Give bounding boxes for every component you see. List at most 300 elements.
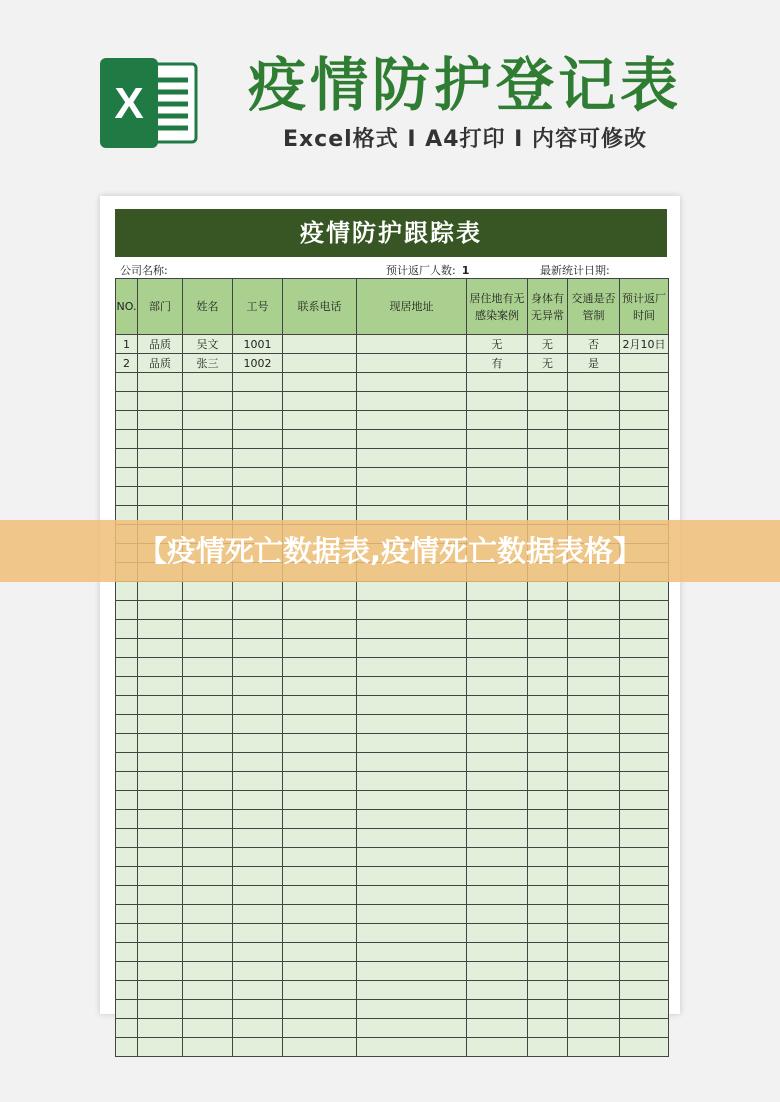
table-cell[interactable]	[620, 753, 669, 772]
table-cell[interactable]	[183, 620, 233, 639]
table-cell[interactable]	[283, 392, 357, 411]
table-cell[interactable]	[568, 1038, 620, 1057]
table-cell[interactable]	[233, 753, 283, 772]
table-cell[interactable]	[116, 620, 138, 639]
table-cell[interactable]	[183, 981, 233, 1000]
table-cell[interactable]	[357, 620, 467, 639]
table-cell[interactable]	[620, 601, 669, 620]
table-cell[interactable]	[568, 1000, 620, 1019]
table-cell[interactable]	[357, 981, 467, 1000]
table-cell[interactable]	[620, 715, 669, 734]
table-cell[interactable]	[467, 810, 528, 829]
table-cell[interactable]	[528, 1038, 568, 1057]
table-cell[interactable]	[357, 1000, 467, 1019]
table-cell[interactable]	[467, 430, 528, 449]
table-cell[interactable]	[233, 715, 283, 734]
table-cell[interactable]	[467, 1038, 528, 1057]
table-cell[interactable]	[138, 867, 183, 886]
table-cell[interactable]	[467, 373, 528, 392]
table-cell[interactable]	[116, 487, 138, 506]
table-cell[interactable]	[183, 449, 233, 468]
table-cell[interactable]: 吴文	[183, 335, 233, 354]
table-cell[interactable]	[138, 1038, 183, 1057]
table-cell[interactable]	[183, 601, 233, 620]
table-cell[interactable]	[357, 962, 467, 981]
table-cell[interactable]	[138, 392, 183, 411]
table-cell[interactable]	[283, 924, 357, 943]
table-cell[interactable]	[116, 1019, 138, 1038]
table-cell[interactable]	[528, 392, 568, 411]
table-cell[interactable]	[116, 639, 138, 658]
table-cell[interactable]	[183, 1019, 233, 1038]
table-cell[interactable]	[620, 810, 669, 829]
table-cell[interactable]	[183, 658, 233, 677]
table-cell[interactable]	[467, 867, 528, 886]
table-cell[interactable]	[568, 1019, 620, 1038]
table-cell[interactable]	[620, 772, 669, 791]
table-cell[interactable]: 无	[467, 335, 528, 354]
table-cell[interactable]	[283, 962, 357, 981]
table-cell[interactable]	[116, 772, 138, 791]
table-cell[interactable]	[620, 468, 669, 487]
table-cell[interactable]	[620, 487, 669, 506]
table-cell[interactable]	[138, 791, 183, 810]
table-cell[interactable]	[620, 449, 669, 468]
table-cell[interactable]	[467, 791, 528, 810]
table-cell[interactable]	[568, 582, 620, 601]
table-cell[interactable]	[620, 734, 669, 753]
table-cell[interactable]	[528, 468, 568, 487]
table-cell[interactable]	[116, 658, 138, 677]
table-cell[interactable]	[183, 373, 233, 392]
table-cell[interactable]	[233, 449, 283, 468]
table-cell[interactable]	[183, 924, 233, 943]
table-cell[interactable]	[283, 810, 357, 829]
table-cell[interactable]	[183, 753, 233, 772]
table-cell[interactable]	[283, 981, 357, 1000]
table-cell[interactable]	[283, 886, 357, 905]
table-cell[interactable]: 品质	[138, 354, 183, 373]
table-cell[interactable]	[283, 335, 357, 354]
table-cell[interactable]	[183, 962, 233, 981]
table-cell[interactable]	[568, 886, 620, 905]
table-cell[interactable]: 1001	[233, 335, 283, 354]
table-cell[interactable]	[233, 411, 283, 430]
table-cell[interactable]	[233, 582, 283, 601]
table-cell[interactable]	[357, 601, 467, 620]
table-cell[interactable]	[283, 582, 357, 601]
table-cell[interactable]	[138, 1000, 183, 1019]
table-cell[interactable]	[620, 373, 669, 392]
table-cell[interactable]	[528, 772, 568, 791]
table-cell[interactable]	[183, 582, 233, 601]
table-cell[interactable]	[283, 620, 357, 639]
table-cell[interactable]	[183, 677, 233, 696]
table-cell[interactable]	[116, 886, 138, 905]
table-cell[interactable]	[233, 981, 283, 1000]
table-cell[interactable]	[357, 943, 467, 962]
table-cell[interactable]	[568, 772, 620, 791]
table-cell[interactable]	[568, 449, 620, 468]
table-cell[interactable]	[183, 639, 233, 658]
table-cell[interactable]	[138, 411, 183, 430]
table-cell[interactable]	[568, 791, 620, 810]
table-cell[interactable]	[467, 639, 528, 658]
table-cell[interactable]	[116, 734, 138, 753]
table-cell[interactable]	[467, 886, 528, 905]
table-cell[interactable]	[183, 715, 233, 734]
table-cell[interactable]	[357, 677, 467, 696]
table-cell[interactable]	[620, 791, 669, 810]
table-cell[interactable]	[116, 1000, 138, 1019]
table-cell[interactable]	[568, 829, 620, 848]
table-cell[interactable]	[357, 905, 467, 924]
table-cell[interactable]	[116, 373, 138, 392]
table-cell[interactable]	[620, 354, 669, 373]
table-cell[interactable]	[467, 943, 528, 962]
table-cell[interactable]	[283, 411, 357, 430]
table-cell[interactable]	[568, 810, 620, 829]
table-cell[interactable]	[467, 829, 528, 848]
table-cell[interactable]	[528, 943, 568, 962]
table-cell[interactable]	[357, 639, 467, 658]
table-cell[interactable]	[467, 981, 528, 1000]
table-cell[interactable]	[283, 905, 357, 924]
table-cell[interactable]	[283, 696, 357, 715]
table-cell[interactable]	[183, 772, 233, 791]
table-cell[interactable]	[528, 696, 568, 715]
table-cell[interactable]	[528, 601, 568, 620]
table-cell[interactable]	[283, 829, 357, 848]
table-cell[interactable]	[620, 924, 669, 943]
table-cell[interactable]	[233, 487, 283, 506]
table-cell[interactable]	[620, 886, 669, 905]
table-cell[interactable]	[116, 943, 138, 962]
table-cell[interactable]	[138, 848, 183, 867]
table-cell[interactable]	[283, 430, 357, 449]
table-cell[interactable]	[233, 658, 283, 677]
table-cell[interactable]	[233, 962, 283, 981]
table-cell[interactable]	[568, 981, 620, 1000]
table-cell[interactable]	[528, 639, 568, 658]
table-cell[interactable]	[467, 658, 528, 677]
table-cell[interactable]	[233, 1038, 283, 1057]
table-cell[interactable]	[233, 734, 283, 753]
table-cell[interactable]	[620, 1019, 669, 1038]
table-cell[interactable]	[357, 810, 467, 829]
table-cell[interactable]	[357, 487, 467, 506]
table-cell[interactable]	[528, 867, 568, 886]
table-cell[interactable]	[568, 924, 620, 943]
table-cell[interactable]	[357, 430, 467, 449]
table-cell[interactable]	[620, 677, 669, 696]
table-cell[interactable]	[283, 639, 357, 658]
table-cell[interactable]	[467, 601, 528, 620]
table-cell[interactable]	[116, 848, 138, 867]
table-cell[interactable]	[467, 449, 528, 468]
table-cell[interactable]	[528, 487, 568, 506]
table-cell[interactable]	[233, 886, 283, 905]
table-cell[interactable]	[233, 1000, 283, 1019]
table-cell[interactable]	[357, 924, 467, 943]
table-cell[interactable]	[528, 449, 568, 468]
table-cell[interactable]	[116, 430, 138, 449]
table-cell[interactable]	[138, 753, 183, 772]
table-cell[interactable]	[467, 848, 528, 867]
table-cell[interactable]	[620, 848, 669, 867]
table-cell[interactable]	[283, 601, 357, 620]
table-cell[interactable]	[620, 1038, 669, 1057]
table-cell[interactable]	[620, 696, 669, 715]
table-cell[interactable]: 无	[528, 354, 568, 373]
table-cell[interactable]	[357, 354, 467, 373]
table-cell[interactable]	[568, 468, 620, 487]
table-cell[interactable]	[467, 905, 528, 924]
table-cell[interactable]	[568, 677, 620, 696]
table-cell[interactable]	[116, 791, 138, 810]
table-cell[interactable]	[233, 677, 283, 696]
table-cell[interactable]: 1	[116, 335, 138, 354]
table-cell[interactable]	[283, 354, 357, 373]
table-cell[interactable]	[116, 601, 138, 620]
table-cell[interactable]	[528, 715, 568, 734]
table-cell[interactable]	[233, 943, 283, 962]
table-cell[interactable]	[233, 639, 283, 658]
table-cell[interactable]	[116, 468, 138, 487]
table-cell[interactable]	[116, 924, 138, 943]
table-cell[interactable]	[467, 582, 528, 601]
table-cell[interactable]	[233, 924, 283, 943]
table-cell[interactable]	[528, 962, 568, 981]
table-cell[interactable]	[283, 867, 357, 886]
table-cell[interactable]	[183, 696, 233, 715]
table-cell[interactable]	[357, 1019, 467, 1038]
table-cell[interactable]	[233, 829, 283, 848]
table-cell[interactable]	[620, 392, 669, 411]
table-cell[interactable]	[568, 392, 620, 411]
table-cell[interactable]	[233, 848, 283, 867]
table-cell[interactable]	[116, 449, 138, 468]
table-cell[interactable]	[183, 1000, 233, 1019]
table-cell[interactable]	[620, 582, 669, 601]
table-cell[interactable]: 是	[568, 354, 620, 373]
table-cell[interactable]	[233, 772, 283, 791]
table-cell[interactable]	[568, 658, 620, 677]
table-cell[interactable]	[233, 905, 283, 924]
table-cell[interactable]	[568, 696, 620, 715]
table-cell[interactable]	[528, 791, 568, 810]
table-cell[interactable]	[620, 639, 669, 658]
table-cell[interactable]	[357, 734, 467, 753]
table-cell[interactable]	[528, 373, 568, 392]
table-cell[interactable]	[528, 620, 568, 639]
table-cell[interactable]	[467, 487, 528, 506]
table-cell[interactable]	[116, 810, 138, 829]
table-cell[interactable]	[116, 753, 138, 772]
table-cell[interactable]	[183, 867, 233, 886]
table-cell[interactable]	[357, 1038, 467, 1057]
table-cell[interactable]	[116, 411, 138, 430]
table-cell[interactable]	[183, 392, 233, 411]
table-cell[interactable]	[116, 962, 138, 981]
table-cell[interactable]	[357, 411, 467, 430]
table-cell[interactable]	[620, 620, 669, 639]
table-cell[interactable]	[620, 981, 669, 1000]
table-cell[interactable]	[138, 829, 183, 848]
table-cell[interactable]	[528, 810, 568, 829]
table-cell[interactable]	[528, 829, 568, 848]
table-cell[interactable]	[467, 392, 528, 411]
table-cell[interactable]	[183, 848, 233, 867]
table-cell[interactable]	[283, 468, 357, 487]
table-cell[interactable]	[528, 848, 568, 867]
table-cell[interactable]	[620, 658, 669, 677]
table-cell[interactable]	[233, 867, 283, 886]
table-cell[interactable]	[233, 468, 283, 487]
table-cell[interactable]	[138, 449, 183, 468]
table-cell[interactable]	[357, 449, 467, 468]
table-cell[interactable]	[568, 601, 620, 620]
table-cell[interactable]	[568, 905, 620, 924]
table-cell[interactable]	[138, 886, 183, 905]
table-cell[interactable]	[467, 1000, 528, 1019]
table-cell[interactable]	[568, 943, 620, 962]
table-cell[interactable]	[568, 373, 620, 392]
table-cell[interactable]	[357, 582, 467, 601]
table-cell[interactable]	[357, 696, 467, 715]
table-cell[interactable]	[620, 430, 669, 449]
table-cell[interactable]	[620, 1000, 669, 1019]
table-cell[interactable]	[528, 753, 568, 772]
table-cell[interactable]	[283, 487, 357, 506]
table-cell[interactable]: 1002	[233, 354, 283, 373]
table-cell[interactable]	[138, 601, 183, 620]
table-cell[interactable]	[357, 335, 467, 354]
table-cell[interactable]	[138, 810, 183, 829]
table-cell[interactable]	[467, 924, 528, 943]
table-cell[interactable]	[467, 620, 528, 639]
table-cell[interactable]	[528, 886, 568, 905]
table-cell[interactable]	[528, 1000, 568, 1019]
table-cell[interactable]	[528, 1019, 568, 1038]
table-cell[interactable]	[233, 430, 283, 449]
table-cell[interactable]	[568, 867, 620, 886]
table-cell[interactable]	[568, 753, 620, 772]
table-cell[interactable]	[138, 639, 183, 658]
table-cell[interactable]	[357, 772, 467, 791]
table-cell[interactable]	[357, 886, 467, 905]
table-cell[interactable]	[283, 658, 357, 677]
table-cell[interactable]	[620, 411, 669, 430]
table-cell[interactable]	[357, 829, 467, 848]
table-cell[interactable]	[283, 373, 357, 392]
table-cell[interactable]	[138, 658, 183, 677]
table-cell[interactable]	[116, 677, 138, 696]
table-cell[interactable]	[357, 791, 467, 810]
table-cell[interactable]	[357, 753, 467, 772]
table-cell[interactable]	[116, 696, 138, 715]
table-cell[interactable]	[183, 943, 233, 962]
table-cell[interactable]	[233, 696, 283, 715]
table-cell[interactable]	[183, 1038, 233, 1057]
table-cell[interactable]	[138, 943, 183, 962]
table-cell[interactable]	[568, 620, 620, 639]
table-cell[interactable]	[357, 658, 467, 677]
table-cell[interactable]	[283, 848, 357, 867]
table-cell[interactable]	[138, 715, 183, 734]
table-cell[interactable]: 张三	[183, 354, 233, 373]
table-cell[interactable]	[467, 696, 528, 715]
table-cell[interactable]	[138, 373, 183, 392]
table-cell[interactable]	[528, 582, 568, 601]
table-cell[interactable]	[283, 1019, 357, 1038]
table-cell[interactable]: 有	[467, 354, 528, 373]
table-cell[interactable]	[467, 1019, 528, 1038]
table-cell[interactable]	[467, 468, 528, 487]
table-cell[interactable]	[183, 430, 233, 449]
table-cell[interactable]	[116, 867, 138, 886]
table-cell[interactable]	[528, 677, 568, 696]
table-cell[interactable]	[568, 639, 620, 658]
table-cell[interactable]	[138, 924, 183, 943]
table-cell[interactable]	[116, 582, 138, 601]
table-cell[interactable]	[138, 962, 183, 981]
table-cell[interactable]	[528, 981, 568, 1000]
table-cell[interactable]	[467, 962, 528, 981]
table-cell[interactable]	[467, 411, 528, 430]
table-cell[interactable]	[467, 734, 528, 753]
table-cell[interactable]	[568, 411, 620, 430]
table-cell[interactable]	[138, 772, 183, 791]
table-cell[interactable]	[183, 810, 233, 829]
table-cell[interactable]	[357, 373, 467, 392]
table-cell[interactable]: 2月10日	[620, 335, 669, 354]
table-cell[interactable]	[467, 677, 528, 696]
table-cell[interactable]	[233, 601, 283, 620]
table-cell[interactable]	[183, 905, 233, 924]
table-cell[interactable]	[116, 905, 138, 924]
table-cell[interactable]	[283, 943, 357, 962]
table-cell[interactable]	[528, 411, 568, 430]
table-cell[interactable]	[357, 715, 467, 734]
table-cell[interactable]	[620, 943, 669, 962]
table-cell[interactable]	[183, 791, 233, 810]
table-cell[interactable]	[116, 1038, 138, 1057]
table-cell[interactable]	[283, 1000, 357, 1019]
table-cell[interactable]	[138, 981, 183, 1000]
table-cell[interactable]	[183, 829, 233, 848]
table-cell[interactable]	[528, 924, 568, 943]
table-cell[interactable]	[357, 848, 467, 867]
table-cell[interactable]	[528, 734, 568, 753]
table-cell[interactable]	[233, 620, 283, 639]
table-cell[interactable]	[568, 962, 620, 981]
table-cell[interactable]	[467, 753, 528, 772]
table-cell[interactable]	[116, 715, 138, 734]
table-cell[interactable]	[138, 468, 183, 487]
table-cell[interactable]: 无	[528, 335, 568, 354]
table-cell[interactable]	[283, 449, 357, 468]
table-cell[interactable]	[283, 1038, 357, 1057]
table-cell[interactable]	[620, 905, 669, 924]
table-cell[interactable]	[116, 829, 138, 848]
table-cell[interactable]	[357, 392, 467, 411]
table-cell[interactable]	[233, 791, 283, 810]
table-cell[interactable]	[138, 487, 183, 506]
table-cell[interactable]	[233, 373, 283, 392]
table-cell[interactable]	[138, 734, 183, 753]
table-cell[interactable]	[528, 430, 568, 449]
